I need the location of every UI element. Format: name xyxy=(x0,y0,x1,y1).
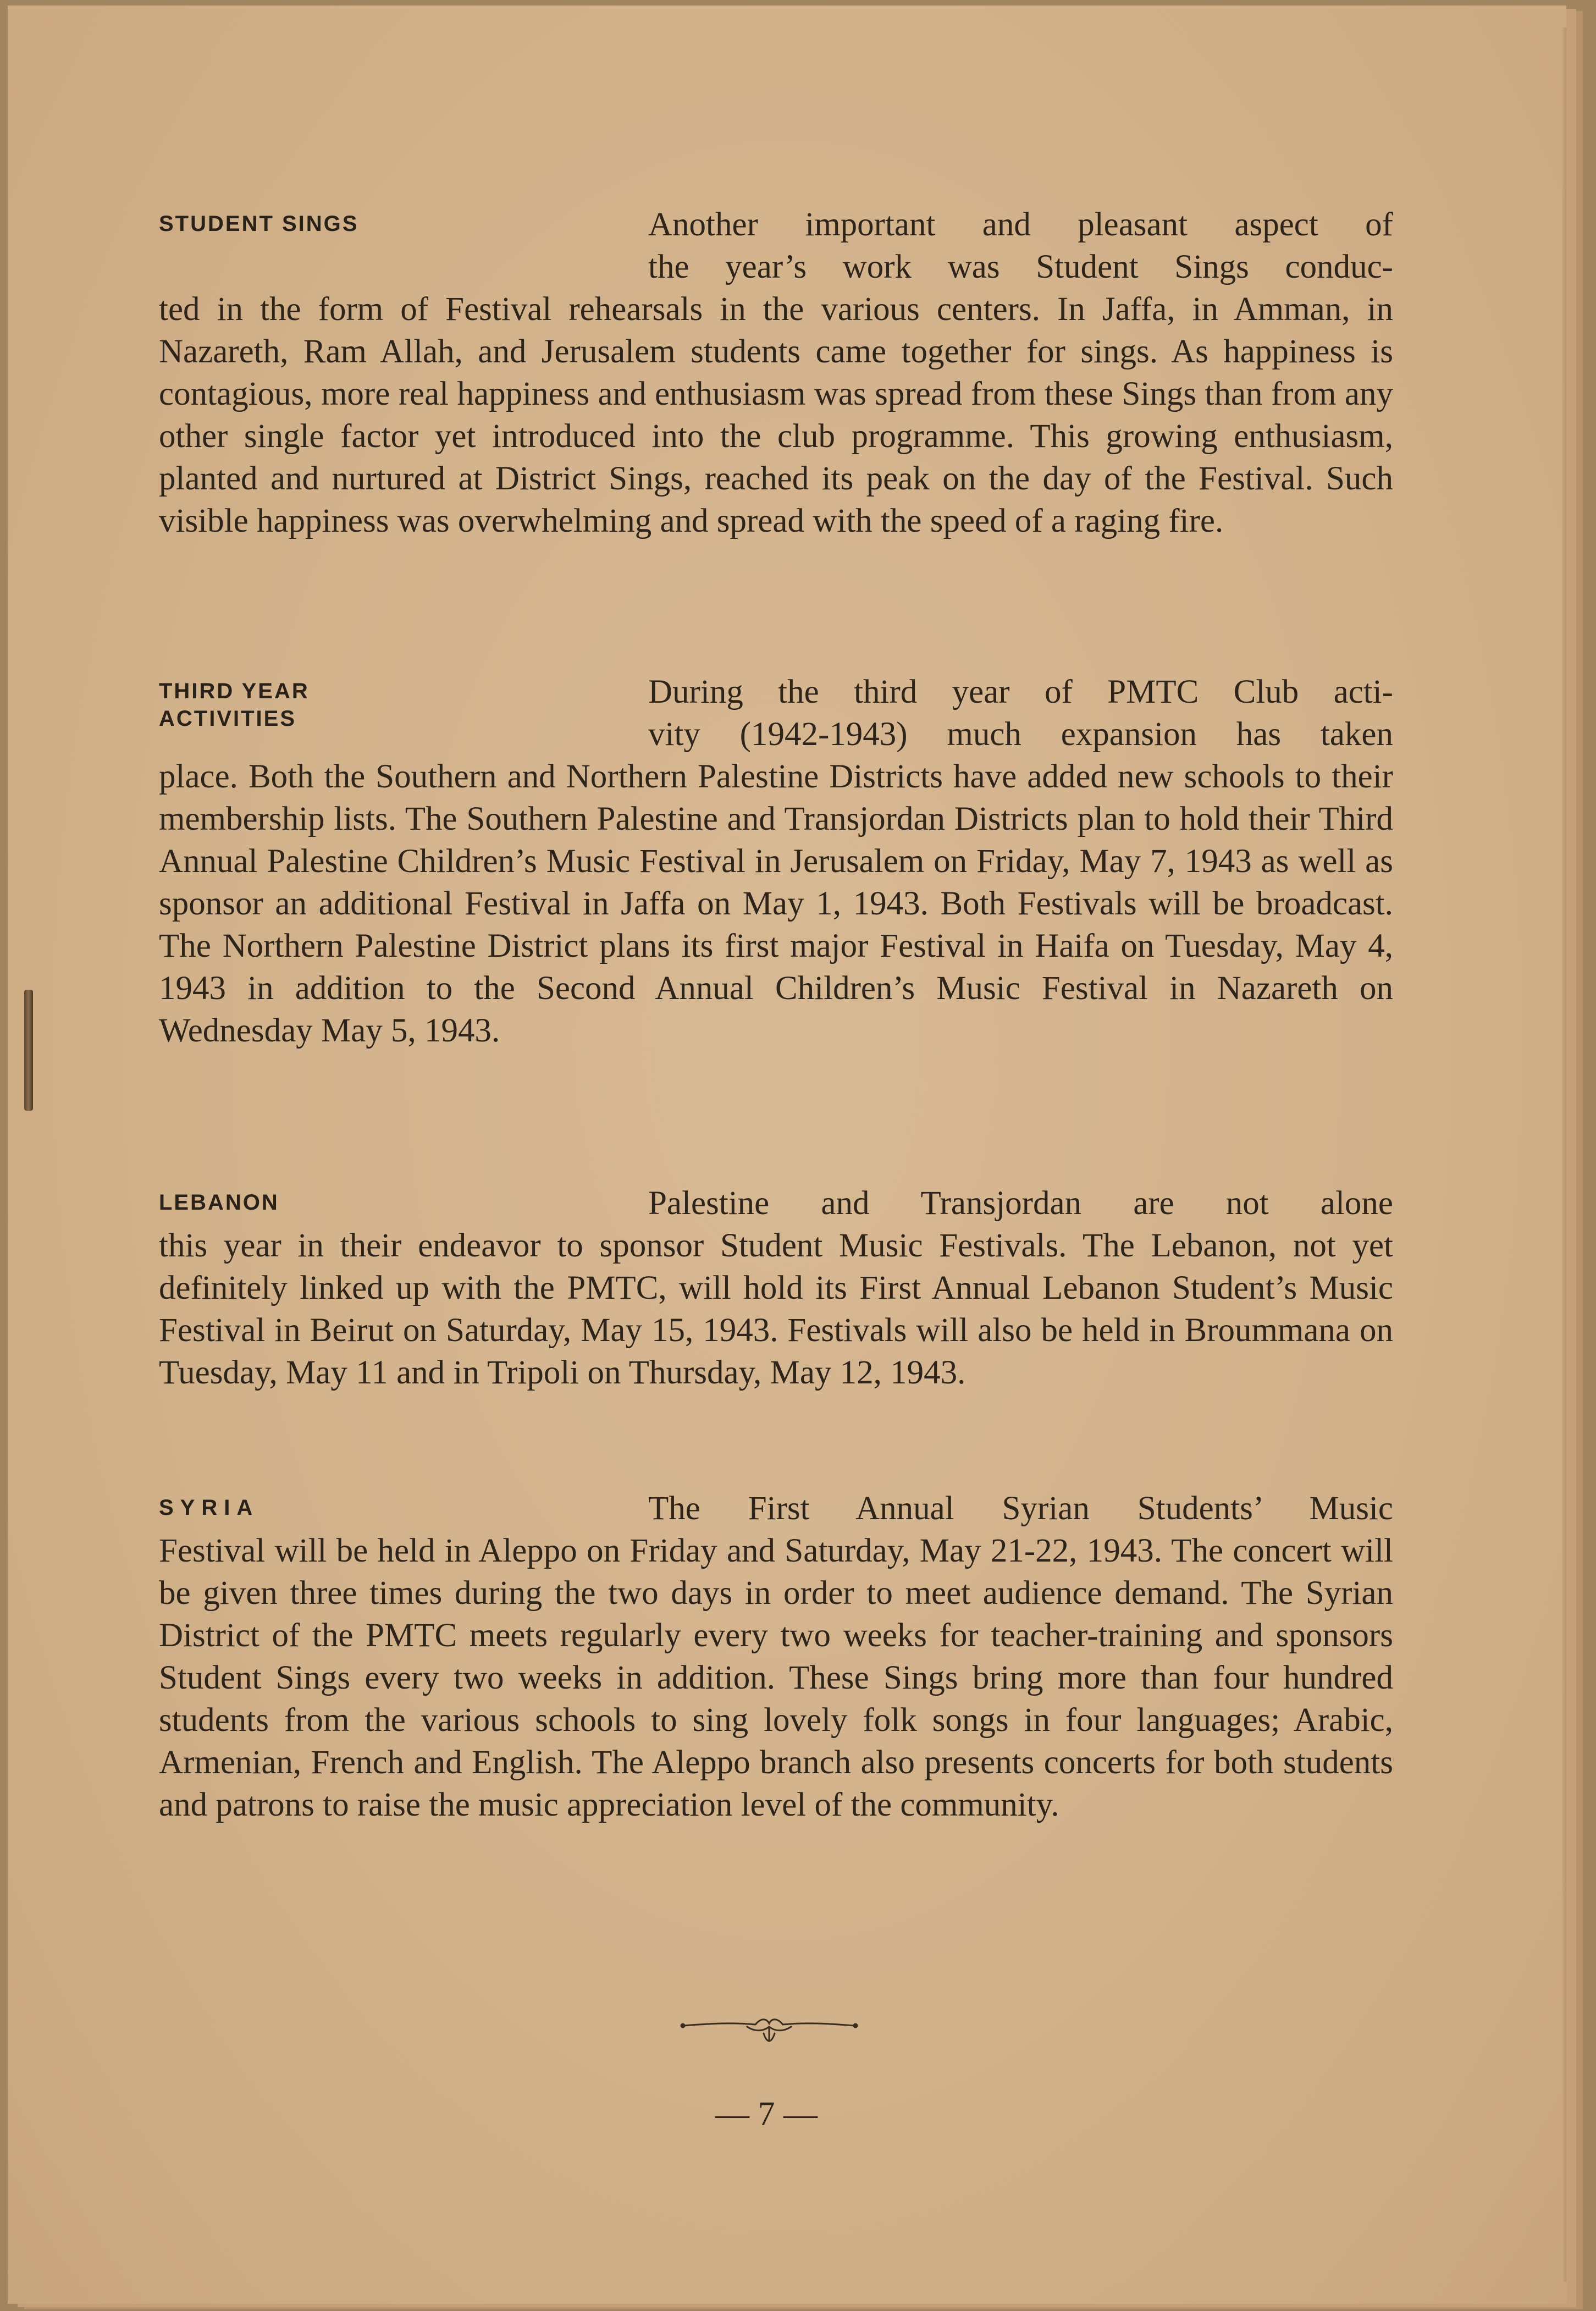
page-edge xyxy=(1562,27,1566,2282)
section-heading: THIRD YEAR ACTIVITIES xyxy=(159,679,310,731)
decorative-flourish-icon xyxy=(678,2007,860,2051)
section-first-line: Palestine and Transjordan are not alone xyxy=(648,1185,1393,1222)
section-body: ted in the form of Festival rehearsals in the various centers. In Jaffa, in Amman, in Nazareth, Ram Allah, and Jerusalem students came together for sings. As happiness is contagious, more real happiness and enthusiasm was spread from these Sings than from any other single factor yet introduced into the club programme. This growing enthusiasm, planted and nurtured at District Sings, reached its peak on the day of the Festival. Such visible happiness was overwhelming and spread with the speed of a raging fire. xyxy=(159,291,1393,539)
section-heading: STUDENT SINGS xyxy=(159,212,359,236)
section-second-line: the year’s work was Student Sings conduc- xyxy=(648,249,1393,285)
section-heading: SYRIA xyxy=(159,1496,259,1520)
section-lebanon xyxy=(159,1182,1393,1394)
section-syria xyxy=(159,1487,1393,1826)
section-heading: LEBANON xyxy=(159,1190,279,1215)
section-first-line: During the third year of PMTC Club acti- xyxy=(648,674,1393,710)
section-third-year-activities xyxy=(159,671,1393,1052)
section-body: place. Both the Southern and Northern Palestine Districts have added new schools to their membership lists. The Southern Palestine and Transjordan Districts plan to hold their Third Annual Palestine Children’s Music Festival in Jerusalem on Friday, May 7, 1943 as well as sponsor an additional Festival in Jaffa on May 1, 1943. Both Festivals will be broadcast. The Northern Palestine District plans its first major Festival in Haifa on Tuesday, May 4, 1943 in addition to the Second Annual Children’s Music Festival in Nazareth on Wednesday May 5, 1943. xyxy=(159,758,1393,1049)
page-number: — 7 — xyxy=(715,2095,818,2133)
section-student-sings xyxy=(159,203,1393,542)
section-first-line: Another important and pleasant aspect of xyxy=(648,206,1393,243)
section-second-line: vity (1942-1943) much expansion has taken xyxy=(648,716,1393,753)
section-first-line: The First Annual Syrian Students’ Music xyxy=(648,1490,1393,1527)
document-page xyxy=(8,5,1566,2304)
staple xyxy=(24,990,33,1111)
section-body: this year in their endeavor to sponsor Student Music Festivals. The Lebanon, not yet definitely linked up with the PMTC, will hold its First Annual Lebanon Student’s Music Festival in Beirut on Saturday, May 15, 1943. Festivals will also be held in Broummana on Tuesday, May 11 and in Tripoli on Thursday, May 12, 1943. xyxy=(159,1227,1393,1391)
section-body: Festival will be held in Aleppo on Friday and Saturday, May 21-22, 1943. The concert will be given three times during the two days in order to meet audience demand. The Syrian District of the PMTC meets regularly every two weeks for teacher-training and sponsors Student Sings every two weeks in addition. These Sings bring more than four hundred students from the various schools to sing lovely folk songs in four languages; Arabic, Armenian, French and English. The Aleppo branch also presents concerts for both students and patrons to raise the music appreciation level of the community. xyxy=(159,1532,1393,1823)
